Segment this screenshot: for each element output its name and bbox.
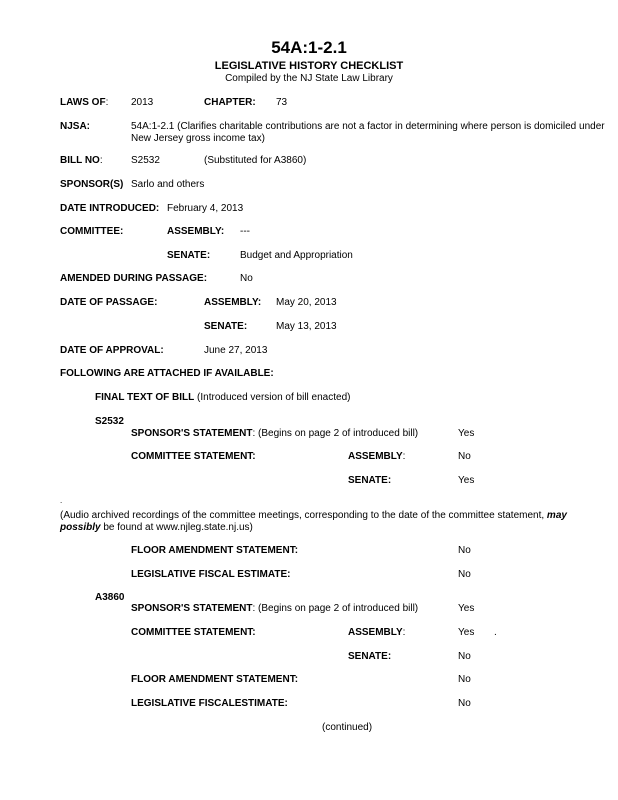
- date-of-approval-value: June 27, 2013: [204, 345, 268, 356]
- stray-dot: .: [60, 496, 63, 505]
- amended-value: No: [240, 273, 253, 284]
- passage-senate-label: SENATE:: [204, 321, 248, 332]
- bill-no-label: BILL NO:: [60, 155, 103, 166]
- a3860-assembly-value: Yes: [458, 627, 475, 638]
- a3860-senate-value: No: [458, 651, 471, 662]
- a3860-sponsor-value: Yes: [458, 603, 475, 614]
- committee-senate-label: SENATE:: [167, 250, 211, 261]
- laws-of-value: 2013: [131, 97, 154, 108]
- a3860-senate-label: SENATE:: [348, 651, 392, 662]
- njsa-label: NJSA:: [60, 121, 91, 132]
- date-introduced-label: DATE INTRODUCED:: [60, 203, 160, 214]
- passage-senate-value: May 13, 2013: [276, 321, 337, 332]
- passage-assembly-label: ASSEMBLY:: [204, 297, 262, 308]
- committee-senate-value: Budget and Appropriation: [240, 250, 353, 261]
- date-of-passage-label: DATE OF PASSAGE:: [60, 297, 158, 308]
- s2532-sponsor-statement: SPONSOR'S STATEMENT: (Begins on page 2 of introduced bill): [131, 428, 419, 439]
- substituted-note: (Substituted for A3860): [204, 155, 307, 166]
- a3860-floor-amendment-label: FLOOR AMENDMENT STATEMENT:: [131, 674, 299, 685]
- a3860-sponsor-statement: SPONSOR'S STATEMENT: (Begins on page 2 of introduced bill): [131, 603, 419, 614]
- audio-note: (Audio archived recordings of the committee meetings, corresponding to the date of the committee statement, may possibly be found at www.njleg.state.nj.us): [60, 510, 567, 533]
- date-introduced-value: February 4, 2013: [167, 203, 244, 214]
- s2532-floor-amendment-value: No: [458, 545, 471, 556]
- attachments-heading: FOLLOWING ARE ATTACHED IF AVAILABLE:: [60, 368, 274, 379]
- s2532-fiscal-estimate-value: No: [458, 569, 471, 580]
- laws-of-label: LAWS OF:: [60, 97, 109, 108]
- a3860-fiscal-estimate-label: LEGISLATIVE FISCALESTIMATE:: [131, 698, 288, 709]
- bill-a3860-label: A3860: [95, 592, 125, 603]
- a3860-floor-amendment-value: No: [458, 674, 471, 685]
- s2532-assembly-value: No: [458, 451, 471, 462]
- a3860-assembly-label: ASSEMBLY:: [348, 627, 406, 638]
- s2532-fiscal-estimate-label: LEGISLATIVE FISCAL ESTIMATE:: [131, 569, 291, 580]
- bill-s2532-label: S2532: [95, 416, 124, 427]
- final-text-line: FINAL TEXT OF BILL (Introduced version of bill enacted): [95, 392, 351, 403]
- passage-assembly-value: May 20, 2013: [276, 297, 337, 308]
- a3860-committee-statement: COMMITTEE STATEMENT:: [131, 627, 256, 638]
- committee-assembly-value: ---: [240, 226, 250, 237]
- committee-assembly-label: ASSEMBLY:: [167, 226, 225, 237]
- continued-note: (continued): [322, 722, 373, 733]
- a3860-trailing-dot: .: [494, 627, 497, 638]
- chapter-value: 73: [276, 97, 288, 108]
- amended-label: AMENDED DURING PASSAGE:: [60, 273, 208, 284]
- date-of-approval-label: DATE OF APPROVAL:: [60, 345, 164, 356]
- bill-no-value: S2532: [131, 155, 160, 166]
- page-title: 54A:1-2.1: [271, 38, 347, 57]
- s2532-senate-value: Yes: [458, 475, 475, 486]
- s2532-committee-statement: COMMITTEE STATEMENT:: [131, 451, 256, 462]
- chapter-label: CHAPTER:: [204, 97, 256, 108]
- compiled-by: Compiled by the NJ State Law Library: [225, 73, 393, 84]
- sponsors-value: Sarlo and others: [131, 179, 205, 190]
- njsa-value: 54A:1-2.1 (Clarifies charitable contributions are not a factor in determining where person is domiciled under New Jersey gross income tax): [131, 121, 605, 144]
- sponsors-label: SPONSOR(S): [60, 179, 124, 190]
- s2532-senate-label: SENATE:: [348, 475, 392, 486]
- committee-label: COMMITTEE:: [60, 226, 124, 237]
- a3860-fiscal-estimate-value: No: [458, 698, 471, 709]
- s2532-floor-amendment-label: FLOOR AMENDMENT STATEMENT:: [131, 545, 299, 556]
- s2532-sponsor-value: Yes: [458, 428, 475, 439]
- checklist-heading: LEGISLATIVE HISTORY CHECKLIST: [214, 60, 404, 72]
- s2532-assembly-label: ASSEMBLY:: [348, 451, 406, 462]
